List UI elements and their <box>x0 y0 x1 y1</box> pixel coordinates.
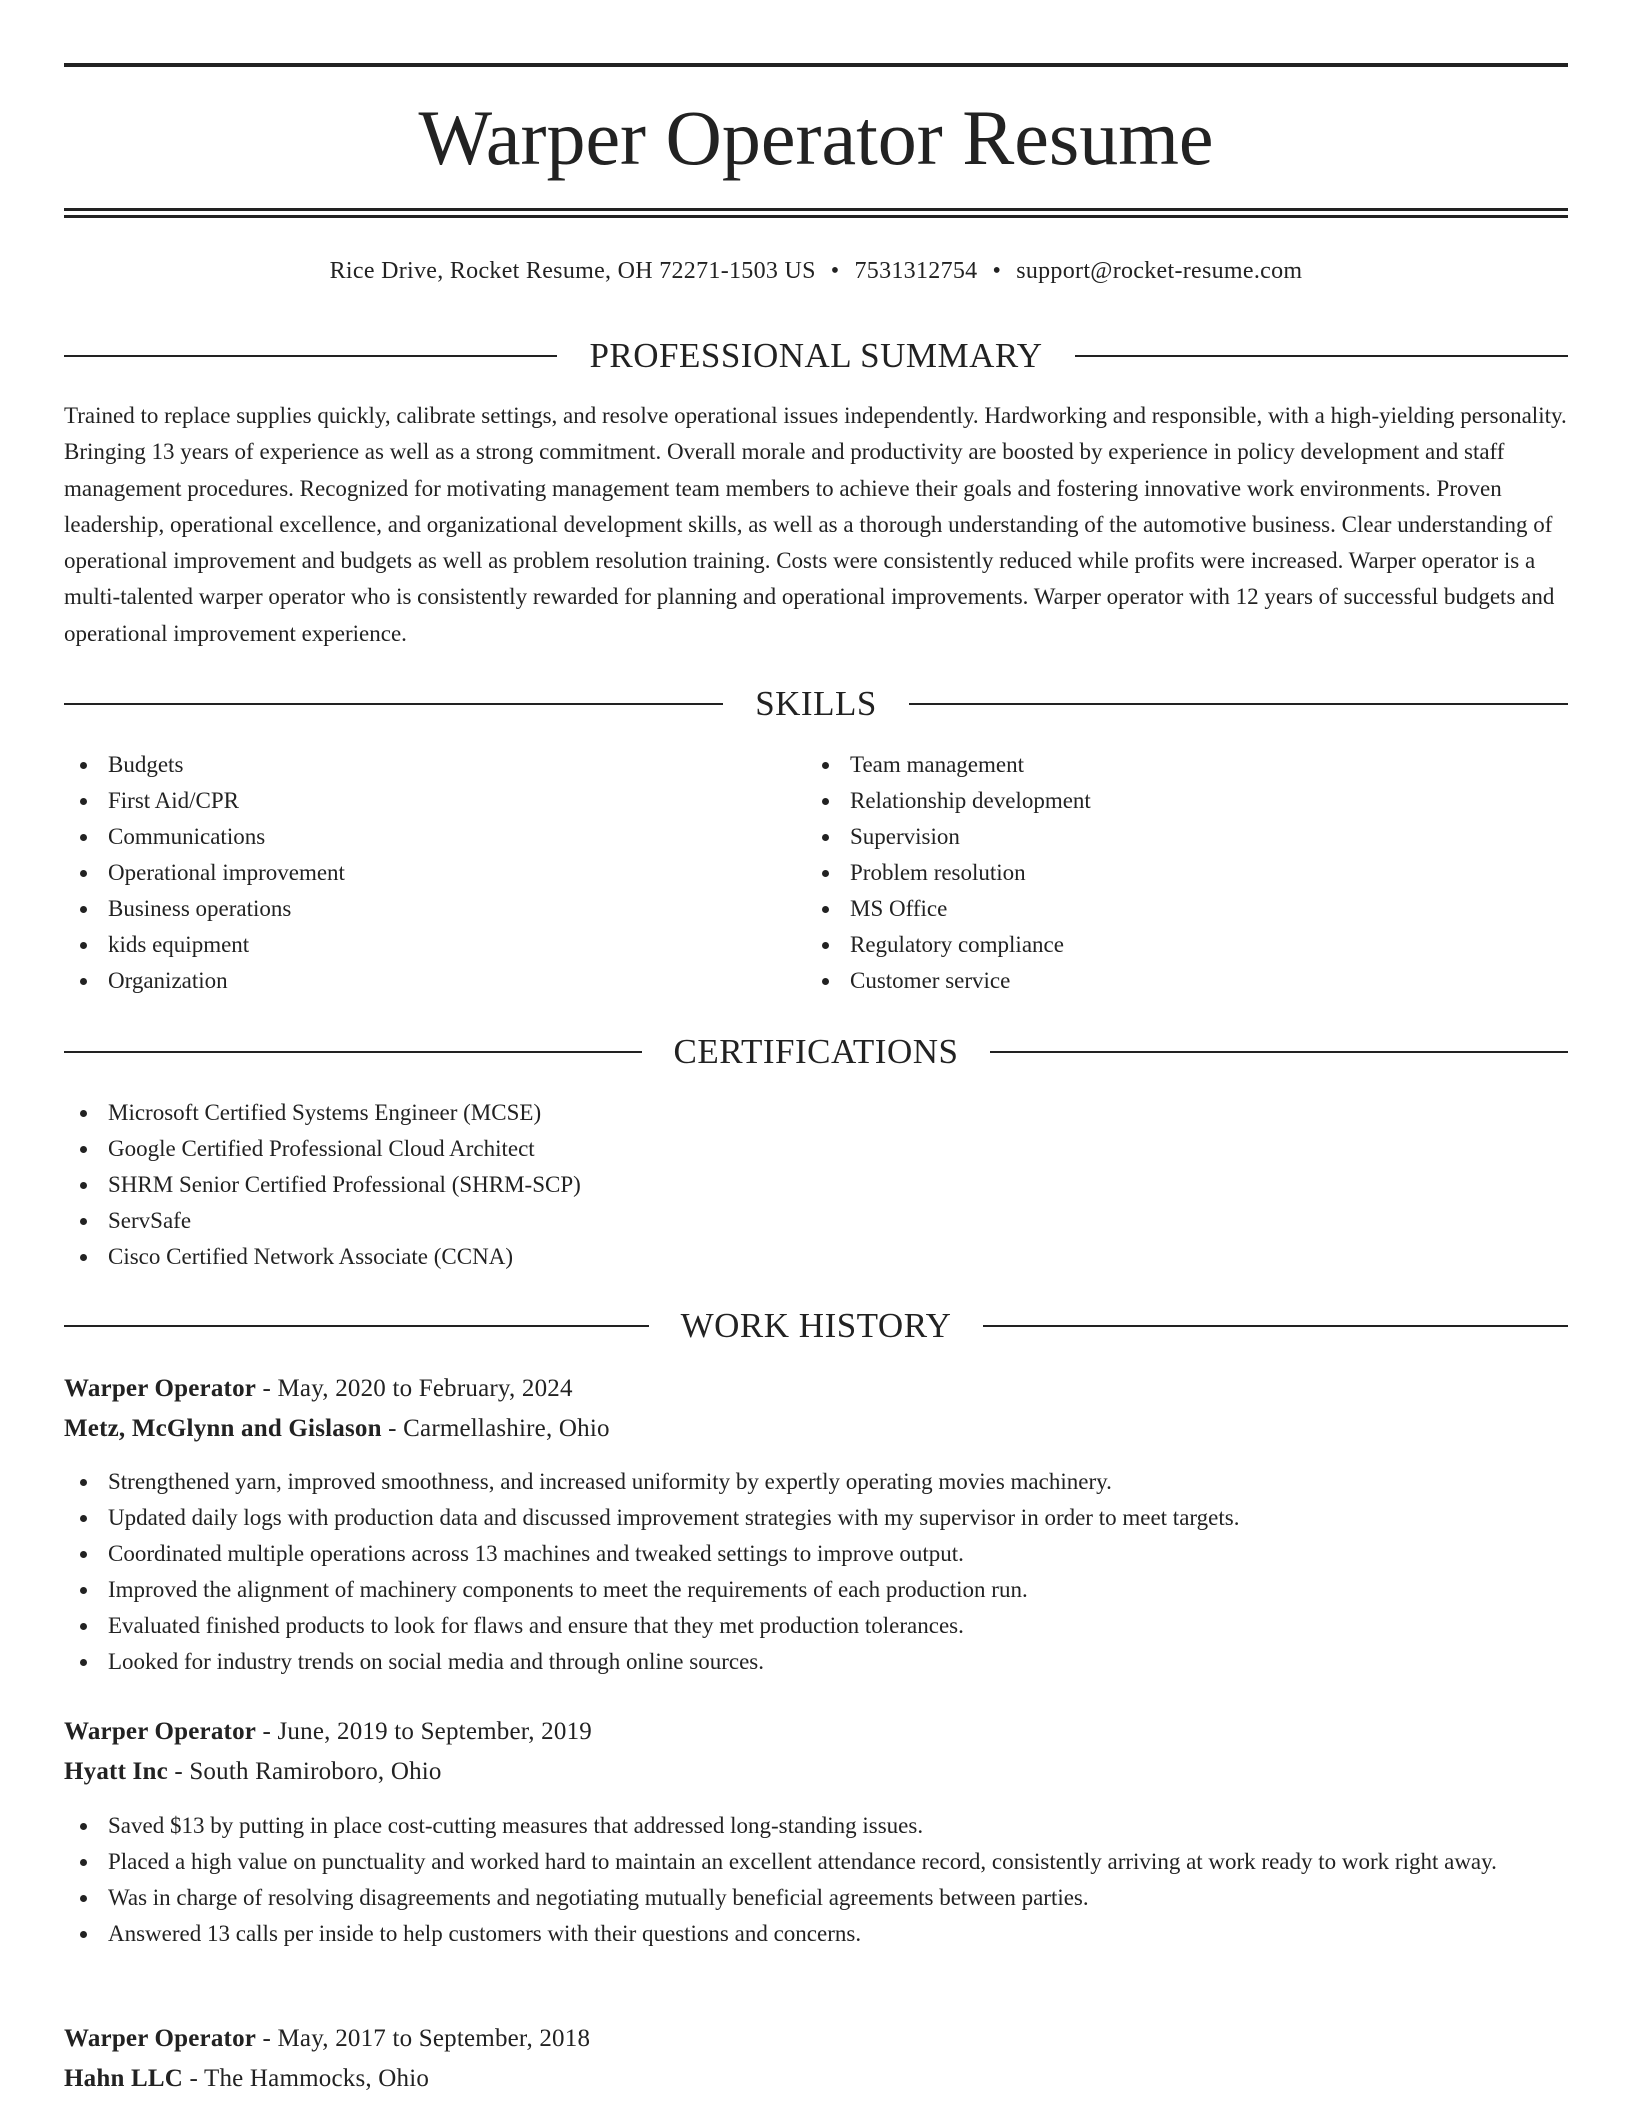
heading-rule <box>909 703 1568 705</box>
contact-separator: • <box>830 258 840 284</box>
resume-title: Warper Operator Resume <box>418 94 1214 181</box>
job-heading <box>64 1714 592 1750</box>
job-heading <box>64 1371 573 1407</box>
skill-item: Communications <box>64 819 804 855</box>
skill-item: Customer service <box>806 963 1546 999</box>
skill-item: Relationship development <box>806 783 1546 819</box>
section-heading-skills <box>64 684 1568 724</box>
section-heading-work-history <box>64 1306 1568 1346</box>
skill-item: Regulatory compliance <box>806 927 1546 963</box>
summary-paragraph: Trained to replace supplies quickly, calibrate settings, and resolve operational issues independently. Hardworking and responsible, with a high-yielding personality. Bringing 13 years of experience as well as a strong commitment. Overall morale and productivity are boosted by experience in policy development and staff management procedures. Recognized for motivating management team members to achieve their goals and fostering innovative work environments. Proven leadership, operational excellence, and organizational development skills, as well as a thorough understanding of the automotive business. Clear understanding of operational improvement and budgets as well as problem resolution training. Costs were consistently reduced while profits were increased. Warper operator is a multi-talented warper operator who is consistently rewarded for planning and operational improvements. Warper operator with 12 years of successful budgets and operational improvement experience. <box>64 403 1567 646</box>
job-title: Warper Operator <box>64 1375 257 1402</box>
certification-item: SHRM Senior Certified Professional (SHRM-SCP) <box>64 1167 1568 1203</box>
job-title: Warper Operator <box>64 2025 257 2052</box>
job-bullet: Placed a high value on punctuality and worked hard to maintain an excellent attendance record, consistently arriving at work ready to work right away. <box>64 1844 1568 1880</box>
job-bullet: Saved $13 by putting in place cost-cutting measures that addressed long-standing issues. <box>64 1808 1568 1844</box>
title-rule-lower <box>64 215 1568 218</box>
section-heading-certifications <box>64 1032 1568 1072</box>
company-location: - South Ramiroboro, Ohio <box>167 1758 442 1785</box>
certification-item: Microsoft Certified Systems Engineer (MCSE) <box>64 1095 1568 1131</box>
contact-line <box>64 254 1568 288</box>
contact-phone: 7531312754 <box>854 258 978 284</box>
job-bullet: Coordinated multiple operations across 13 machines and tweaked settings to improve output. <box>64 1536 1568 1572</box>
job-heading <box>64 2021 590 2057</box>
skill-item: Team management <box>806 747 1546 783</box>
section-title-certifications: CERTIFICATIONS <box>673 1032 959 1071</box>
company-name: Metz, McGlynn and Gislason <box>64 1415 382 1442</box>
heading-rule <box>64 703 723 705</box>
skill-item: kids equipment <box>64 927 804 963</box>
job-bullet: Improved the alignment of machinery components to meet the requirements of each production run. <box>64 1572 1568 1608</box>
job-employer <box>64 1754 442 1790</box>
company-name: Hyatt Inc <box>64 1758 168 1785</box>
section-title-skills: SKILLS <box>755 684 877 723</box>
job-bullet: Evaluated finished products to look for flaws and ensure that they met production tolerances. <box>64 1608 1568 1644</box>
certification-item: Google Certified Professional Cloud Architect <box>64 1131 1568 1167</box>
certification-item: Cisco Certified Network Associate (CCNA) <box>64 1239 1568 1275</box>
heading-rule <box>1075 355 1568 357</box>
section-heading-summary <box>64 336 1568 376</box>
job-bullet: Answered 13 calls per inside to help customers with their questions and concerns. <box>64 1916 1568 1952</box>
job-dates: - May, 2017 to September, 2018 <box>256 2025 591 2052</box>
job-bullets <box>64 1464 1568 1680</box>
heading-rule <box>990 1051 1568 1053</box>
heading-rule <box>64 355 557 357</box>
job-title: Warper Operator <box>64 1718 257 1745</box>
section-title-work-history: WORK HISTORY <box>680 1306 952 1345</box>
skill-item: Budgets <box>64 747 804 783</box>
section-title-summary: PROFESSIONAL SUMMARY <box>589 336 1043 375</box>
job-bullet: Was in charge of resolving disagreements and negotiating mutually beneficial agreements between parties. <box>64 1880 1568 1916</box>
skill-item: Operational improvement <box>64 855 804 891</box>
skill-item: Organization <box>64 963 804 999</box>
job-bullet: Looked for industry trends on social media and through online sources. <box>64 1644 1568 1680</box>
heading-rule <box>64 1051 642 1053</box>
skills-list-left <box>64 747 804 999</box>
company-location: - The Hammocks, Ohio <box>183 2065 430 2092</box>
skills-list-right <box>806 747 1546 999</box>
job-employer <box>64 2061 429 2097</box>
top-rule <box>64 63 1568 67</box>
company-location: - Carmellashire, Ohio <box>381 1415 610 1442</box>
heading-rule <box>983 1325 1568 1327</box>
contact-email: support@rocket-resume.com <box>1016 258 1303 284</box>
certifications-list <box>64 1095 1568 1275</box>
contact-address: Rice Drive, Rocket Resume, OH 72271-1503 US <box>329 258 816 284</box>
skill-item: MS Office <box>806 891 1546 927</box>
skill-item: Problem resolution <box>806 855 1546 891</box>
job-employer <box>64 1411 610 1447</box>
skill-item: First Aid/CPR <box>64 783 804 819</box>
job-bullet: Strengthened yarn, improved smoothness, and increased uniformity by expertly operating movies machinery. <box>64 1464 1568 1500</box>
heading-rule <box>64 1325 649 1327</box>
job-bullet: Updated daily logs with production data and discussed improvement strategies with my supervisor in order to meet targets. <box>64 1500 1568 1536</box>
skill-item: Supervision <box>806 819 1546 855</box>
contact-separator: • <box>992 258 1002 284</box>
job-dates: - May, 2020 to February, 2024 <box>256 1375 573 1402</box>
certification-item: ServSafe <box>64 1203 1568 1239</box>
job-dates: - June, 2019 to September, 2019 <box>256 1718 592 1745</box>
title-rule-upper <box>64 208 1568 211</box>
skill-item: Business operations <box>64 891 804 927</box>
job-bullets <box>64 1808 1568 1952</box>
company-name: Hahn LLC <box>64 2065 184 2092</box>
